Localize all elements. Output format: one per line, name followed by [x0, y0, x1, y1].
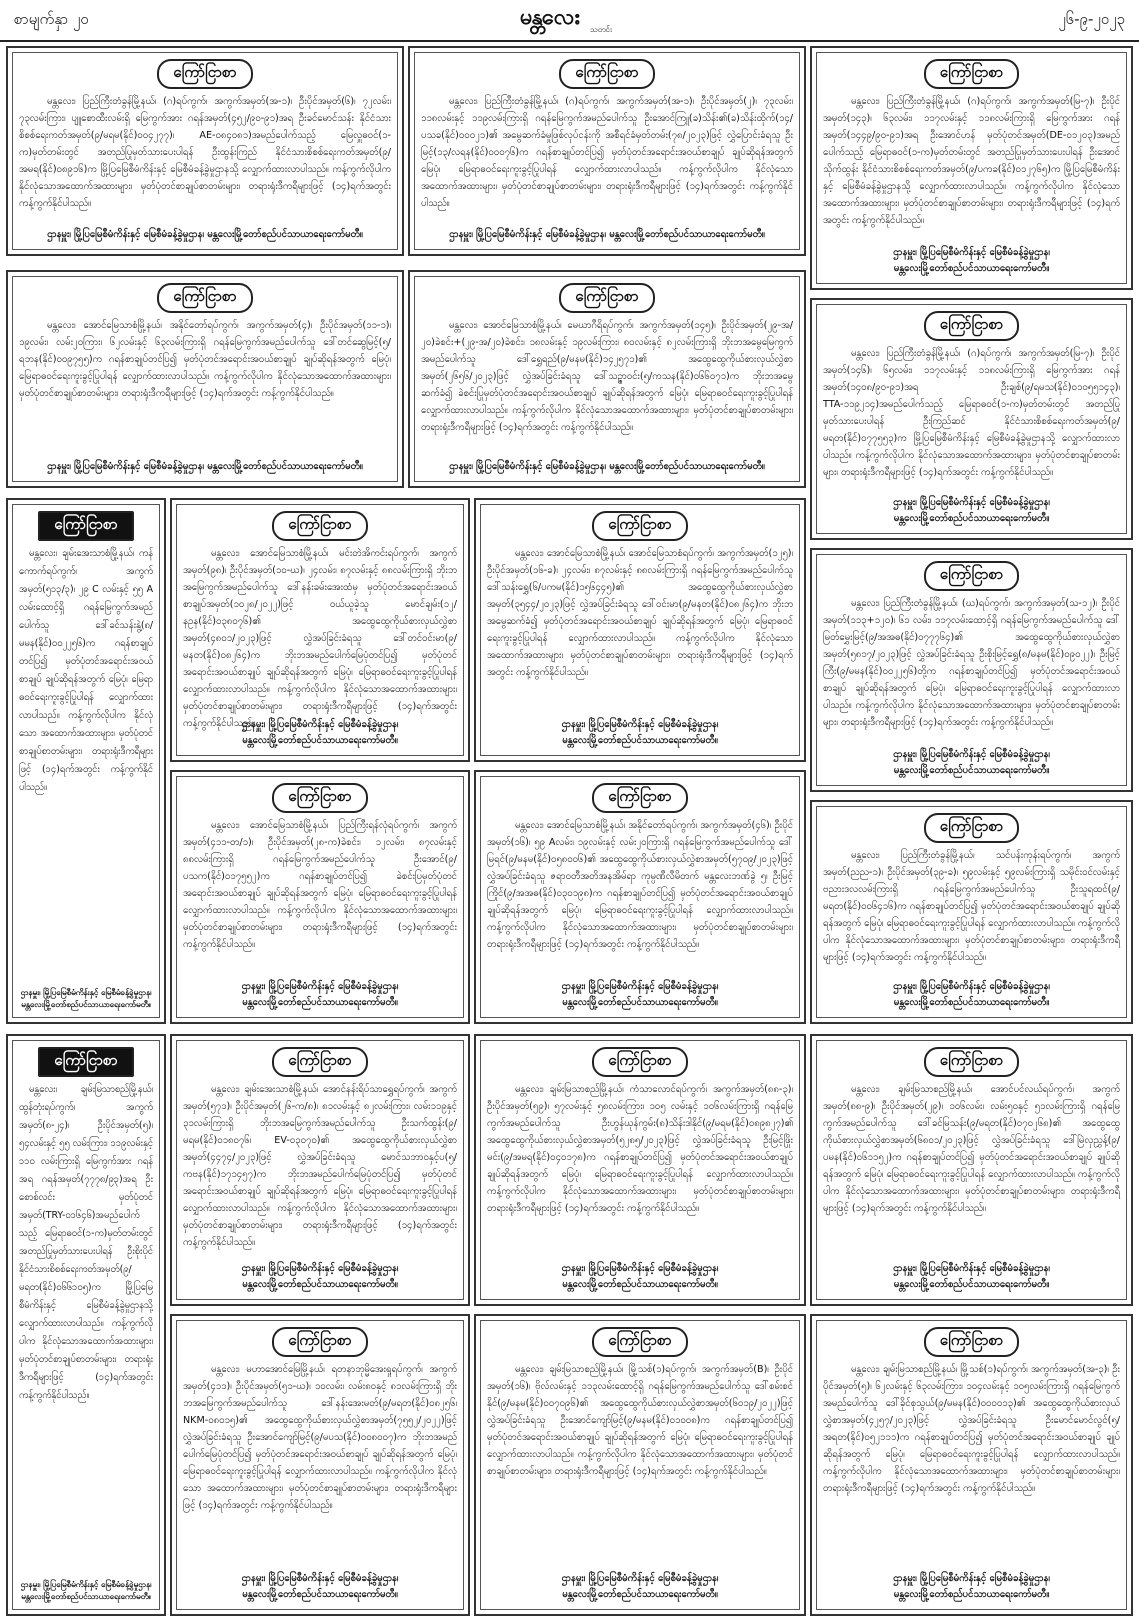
signature-line: မန္တလေးမြို့တော်စည်ပင်သာယာရေးကော်မတီ။: [893, 1589, 1050, 1600]
notice-title: ကြော်ငြာစာ: [272, 511, 367, 541]
notice-body: မန္တလေး၊ အောင်မြေသာစံမြို့နယ်၊ ပြည်ကြီးရန်လုံရပ်ကွက်၊ အကွက်အမှတ်(၄၁၁-တ/၁)၊ ဦးပိုင်အမှတ်(၂၈-က)ခဲစင်း၊ ၁၂လမ်း၊ ၈၇လမ်းနှင့် ၈၈လမ်းကြားရှိ ဂရန်မြေကွက်အမည်ပေါက်သူ ဦးအောင်(၉/ပသက(နိုင်)၀၁၇၅၅၂)က ဂရန်စာချုပ်တင်ပြ၍ ခဲစင်းပြမှတ်ပုံတင်အရောင်းအဝယ်စာချုပ် ချုပ်ဆိုရန်အတွက် မြေပုံ၊ မြေရာဓ၀င်ရေးကူးခွင့်ပြုပါရန် လျှောက်ထားလာပါသည်။ ကန့်ကွက်လိုပါက နိုင်လုံသောအထောက်အထားများ၊ မှတ်ပုံတင်စာချုပ်စာတမ်းများ၊ တရားရုံးဒီကရီများဖြင့် (၁၄)ရက်အတွင်း ကန့်ကွက်နိုင်ပါသည်။: [183, 820, 457, 950]
signature-line: မန္တလေးမြို့တော်စည်ပင်သာယာရေးကော်မတီ။: [562, 1279, 718, 1290]
notice-box: [810, 1034, 1133, 1306]
notice-title: ကြော်ငြာစာ: [924, 561, 1019, 591]
notice-title: ကြော်ငြာစာ: [272, 783, 367, 813]
notice-title: ကြော်ငြာစာ: [559, 59, 654, 89]
signature-line: ဌာနမှူး၊ မြို့ပြမြေစီမံကိန်းနှင့် မြေစီမံခန့်ခွဲမှုဌာန၊: [561, 1573, 719, 1584]
signature-line: ဌာနမှူး၊ မြို့ပြမြေစီမံကိန်းနှင့် မြေစီမံခန့်ခွဲမှုဌာန၊: [893, 981, 1050, 992]
notice-box: [474, 498, 806, 762]
notice-body: မန္တလေး၊ မဟာအောင်မြေမြို့နယ်၊ ရတနာဘုမ္မိအေးရှုရပ်ကွက်၊ အကွက်အမှတ်(၄၁၁)၊ ဦးပိုင်အမှတ်(၅၁-ဃ)၊ ၁၀လမ်း၊ လမ်း၈၀နှင့် ၈၁လမ်းကြားရှိ ဘိုးဘအမြေကွက်အမည်ပေါက်သူ ဒေါ်နန်းအေးမတ်(၉/မရတ(နိုင်)၀၈၂၅၆၊ NKM-၀၈၀၁၅)၏ အထွေထွေကိုယ်စားလှယ်လွှဲစာအမှတ်(၇၅၅၂/၂၀၂၂)ဖြင့် လွှဲအပ်ခြင်းခံရသူ ဦးအောင်ကျော်မြင့်(၉/မပသ(နိုင်)၀၀၈၀၀၇)က ဘိုးဘအမည်ပေါက်မြေပုံတင်ပြ၍ မှတ်ပုံတင်အရောင်းအဝယ်စာချုပ် ချုပ်ဆိုရန်အတွက် မြေပုံ၊ မြေရာဓ၀င်ရေးကူးခွင့်ပြုပါရန် လျှောက်ထားလာပါသည်။ ကန့်ကွက်လိုပါက နိုင်လုံသော အထောက်အထားများ၊ မှတ်ပုံတင်စာချုပ်စာတမ်းများ၊ တရားရုံးဒီကရီများဖြင့် (၁၄)ရက်အတွင်း ကန့်ကွက်နိုင်ပါသည်။: [183, 1364, 457, 1511]
notice-box: [408, 46, 806, 256]
notice-box: [810, 46, 1133, 290]
signature-line: မန္တလေးမြို့တော်စည်ပင်သာယာရေးကော်မတီ။: [562, 997, 718, 1008]
signature-line: မန္တလေးမြို့တော်စည်ပင်သာယာရေးကော်မတီ။: [893, 1279, 1050, 1290]
signature-line: ဌာနမှူး၊ မြို့ပြမြေစီမံကိန်းနှင့် မြေစီမံခန့်ခွဲမှုဌာန၊: [241, 1263, 399, 1274]
notice-box: [170, 1314, 470, 1616]
signature-line: မန္တလေးမြို့တော်စည်ပင်သာယာရေးကော်မတီ။: [21, 1000, 151, 1009]
notice-title: ကြော်ငြာစာ: [924, 813, 1019, 843]
notice-title: ကြော်ငြာစာ: [924, 311, 1019, 341]
signature-line: မန္တလေးမြို့တော်စည်ပင်သာယာရေးကော်မတီ။: [562, 735, 718, 746]
issue-date: ၂၆-၉-၂၀၂၃: [1058, 10, 1125, 28]
notice-body: မန္တလေး၊ ပြည်ကြီးတံခွန်မြို့နယ်၊ (ဃ)ရပ်ကွက်၊ အကွက်အမှတ်(သ-၁၂)၊ ဦးပိုင်အမှတ်(၁၁၃+၁၂၀)၊ ၆၁ လမ်း၊ ၁၁၇လမ်းထောင့်ရှိ ဂရန်မြေကွက်အမည်ပေါက်သူ ဒေါ်မြတ်မွှေးမြင့်(၉/အအဓ(နိုင်)၀၇၇၇၆၄)၏ အထွေထွေကိုယ်စားလှယ်လွှဲစာအမှတ်(၅၈၁၇/၂၀၂၃)ဖြင့် လွှဲအပ်ခြင်းခံရသူ ဦးစိုးမြင့်ရွှေ(၈/မနမ(နိုင်)၀၉၀၂၂)၊ ဦးမြင့်ကြီး(၉/မမန(နိုင်)၀၀၂၂၅၆)တို့က ဂရန်စာချုပ်တင်ပြ၍ မှတ်ပုံတင်အရောင်းအဝယ်စာချုပ် ချုပ်ဆိုရန်အတွက် မြေပုံ၊ မြေရာဓ၀င်ရေးကူးခွင့်ပြုပါရန် လျှောက်ထားလာပါသည်။ ကန့်ကွက်လိုပါက နိုင်လုံသောအထောက်အထားများ၊ မှတ်ပုံတင်စာချုပ်စာတမ်းများ၊ တရားရုံးဒီကရီများဖြင့် (၁၄)ရက်အတွင်း ကန့်ကွက်နိုင်ပါသည်။: [823, 598, 1120, 728]
notice-box: [6, 270, 404, 488]
notice-title: ကြော်ငြာစာ: [924, 1047, 1019, 1077]
signature-line: ဌာနမှူး၊ မြို့ပြမြေစီမံကိန်းနှင့် မြေစီမံခန့်ခွဲမှုဌာန၊: [893, 1573, 1050, 1584]
notice-title: ကြော်ငြာစာ: [157, 59, 252, 89]
signature-line: ဌာနမှူး၊ မြို့ပြမြေစီမံကိန်းနှင့် မြေစီမံခန့်ခွဲမှုဌာန၊: [20, 1580, 152, 1589]
page-header: [0, 0, 1139, 42]
notice-signature: [487, 979, 793, 1011]
notice-body: မန္တလေး၊ အောင်မြေသာစံမြို့နယ်၊ အောင်မြေသာစံရပ်ကွက်၊ အကွက်အမှတ်(၁၂၅)၊ ဦးပိုင်အမှတ်(၁၆-ခ)၊ ၂၄လမ်း၊ ၈၇လမ်းနှင့် ၈၈လမ်းကြားရှိ ဂရန်မြေကွက်အမည်ပေါက်သူ ဒေါ်သန်းရွှေ(၆/ပကမ(နိုင်)၁၅၆၄၄၅)၏ အထွေထွေကိုယ်စားလှယ်လွှဲစာအမှတ်(၃၅၄၄/၂၀၂၃)ဖြင့် လွှဲအပ်ခြင်းခံရသူ ဒေါ်ဝင်းမာ(၉/မနတ(နိုင်)၀၈၂၆၄)က ဘိုးဘအမွေဆက်ခံ၍ မှတ်ပုံတင်အရောင်းအဝယ်စာချုပ် ချုပ်ဆိုရန်အတွက် မြေပုံ၊ မြေရာဓ၀င်ရေးကူးခွင့်ပြုပါရန် လျှောက်ထားလာပါသည်။ ကန့်ကွက်လိုပါက နိုင်လုံသောအထောက်အထားများ၊ မှတ်ပုံတင်စာချုပ်စာတမ်းများ၊ တရားရုံးဒီကရီများဖြင့် (၁၄)ရက်အတွင်း ကန့်ကွက်နိုင်ပါသည်။: [487, 548, 793, 678]
signature-line: ဌာနမှူး၊ မြို့ပြမြေစီမံကိန်းနှင့် မြေစီမံခန့်ခွဲမှုဌာန၊: [561, 981, 719, 992]
notice-box: [810, 298, 1133, 540]
notice-signature: [823, 747, 1120, 779]
notice-box: [408, 270, 806, 488]
signature-line: မန္တလေးမြို့တော်စည်ပင်သာယာရေးကော်မတီ။: [242, 1279, 398, 1290]
notice-title: ကြော်ငြာစာ: [592, 783, 687, 813]
notice-signature: [823, 245, 1120, 277]
newspaper-logo: မန္တလေး: [520, 4, 580, 30]
notice-box: [170, 1034, 470, 1306]
signature-line: ဌာနမှူး၊ မြို့ပြမြေစီမံကိန်းနှင့် မြေစီမံခန့်ခွဲမှုဌာန၊: [561, 1263, 719, 1274]
notice-box: [6, 498, 166, 1024]
notice-signature: [487, 717, 793, 749]
notice-title: ကြော်ငြာစာ: [592, 1327, 687, 1357]
signature-line: ဌာနမှူး၊ မြို့ပြမြေစီမံကိန်းနှင့် မြေစီမံခန့်ခွဲမှုဌာန၊: [241, 981, 399, 992]
signature-line: မန္တလေးမြို့တော်စည်ပင်သာယာရေးကော်မတီ။: [242, 1589, 398, 1600]
notice-signature: [183, 1261, 457, 1293]
notice-title: ကြော်ငြာစာ: [38, 511, 133, 541]
notice-box: [6, 1034, 166, 1616]
notice-body: မန္တလေး၊ အောင်မြေသာစံမြို့နယ်၊ အနိုင်တော်ရပ်ကွက်၊ အကွက်အမှတ်(၄)၊ ဦးပိုင်အမှတ်(၁၁-၁)၊ ၁၉လမ်း၊ လမ်း၂၀ကြား၊ ၆၂လမ်းနှင့် ၆၃လမ်းကြားရှိ ဂရန်မြေကွက်အမည်ပေါက်သူ ဒေါ်တင်ဆွေမြင့်(၅/ရဘန(နိုင်)၀၀၉၇၅၅)က ဂရန်စာချုပ်တင်ပြ၍ မှတ်ပုံတင်အရောင်းအဝယ်စာချုပ် ချုပ်ဆိုရန်အတွက် မြေပုံ၊ မြေရာဓ၀င်ရေးကူးခွင့်ပြုပါရန် လျှောက်ထားလာပါသည်။ ကန့်ကွက်လိုပါက နိုင်လုံသောအထောက်အထားများ၊ မှတ်ပုံတင်စာချုပ်စာတမ်းများ၊ တရားရုံးဒီကရီများဖြင့် (၁၄)ရက်အတွင်း ကန့်ကွက်နိုင်ပါသည်။: [19, 320, 391, 399]
notice-box: [810, 548, 1133, 792]
notice-body: မန္တလေး၊ ချမ်းအေးသာစံမြို့နယ်၊ ကန်ကောက်ရပ်ကွက်၊ အကွက်အမှတ်(၅၁၃/၃)၊ ၂၉ C လမ်းနှင့် ၅၅ A လမ်းထောင့်ရှိ ဂရန်မြေကွက်အမည်ပေါက်သူ ဒေါ်ခင်သန်းနွဲ့(၈/မမန(နိုင်)၀၀၂၂၅၆)က ဂရန်စာချုပ်တင်ပြ၍ မှတ်ပုံတင်အရောင်းအဝယ်စာချုပ် ချုပ်ဆိုရန်အတွက် မြေပုံ၊ မြေရာဓ၀င်ရေးကူးခွင့်ပြုပါရန် လျှောက်ထားလာပါသည်။ ကန့်ကွက်လိုပါက နိုင်လုံသော အထောက်အထားများ၊ မှတ်ပုံတင်စာချုပ်စာတမ်းများ၊ တရားရုံးဒီကရီများဖြင့် (၁၄)ရက်အတွင်း ကန့်ကွက်နိုင်ပါသည်။: [19, 548, 153, 793]
notice-box: [474, 1314, 806, 1616]
notice-signature: [19, 459, 391, 475]
signature-line: ဌာနမှူး၊ မြို့ပြမြေစီမံကိန်းနှင့် မြေစီမံခန့်ခွဲမှုဌာန၊ မန္တလေးမြို့တော်စည်ပင်သာယာရေးကော်မတီ။: [47, 229, 363, 240]
notice-title: ကြော်ငြာစာ: [272, 1327, 367, 1357]
notice-box: [474, 1034, 806, 1306]
signature-line: ဌာနမှူး၊ မြို့ပြမြေစီမံကိန်းနှင့် မြေစီမံခန့်ခွဲမှုဌာန၊ မန္တလေးမြို့တော်စည်ပင်သာယာရေးကော်မတီ။: [47, 461, 363, 472]
notice-body: မန္တလေး၊ အောင်မြေသာစံမြို့နယ်၊ မေဃာဂီရိရပ်ကွက်၊ အကွက်အမှတ်(၁၄၅)၊ ဦးပိုင်အမှတ်(၂၉-အ/၂၀)ခဲစင်း+(၂၉-အ/၂၀)ခဲစင်း၊ ၁၈လမ်းနှင့် ၁၉လမ်းကြား၊ ၈၀လမ်းနှင့် ၈၂လမ်းကြားရှိ ဘိုးဘအမွေမြေကွက်အမည်ပေါက်သူ ဒေါ်ရွှေရည်(၉/မနမ(နိုင်)၁၄၂၅၇၁)၏ အထွေထွေကိုယ်စားလှယ်လွှဲစာအမှတ်(၂၆၅၆/၂၀၂၃)ဖြင့် လွှဲအပ်ခြင်းခံရသူ ဒေါ်သဉ္ဇာဝင်း(၅/ကသန(နိုင်)၀၆၆၀၇၁)က ဘိုးဘအမွေဆက်ခံ၍ ခဲစင်းပြုမှတ်ပုံတင်အရောင်းအဝယ်စာချုပ် ချုပ်ဆိုရန်အတွက် မြေပုံ၊ မြေရာဓ၀င်ရေးကူးခွင့်ပြုပါရန် လျှောက်ထားလာပါသည်။ ကန့်ကွက်လိုပါက နိုင်လုံသောအထောက်အထားများ၊ မှတ်ပုံတင်စာချုပ်စာတမ်းများ၊ တရားရုံးဒီကရီများဖြင့် (၁၄)ရက်အတွင်း ကန့်ကွက်နိုင်ပါသည်။: [421, 320, 793, 433]
signature-line: ဌာနမှူး၊ မြို့ပြမြေစီမံကိန်းနှင့် မြေစီမံခန့်ခွဲမှုဌာန၊: [893, 247, 1050, 258]
notice-title: ကြော်ငြာစာ: [592, 511, 687, 541]
notice-signature: [487, 1571, 793, 1603]
notice-box: [810, 1314, 1133, 1616]
signature-line: မန္တလေးမြို့တော်စည်ပင်သာယာရေးကော်မတီ။: [21, 1592, 151, 1601]
notice-body: မန္တလေး၊ ချမ်းမြသာစည်မြို့နယ်၊ မြို့သစ်(၁)ရပ်ကွက်၊ အကွက်အမှတ်(B)၊ ဦးပိုင်အမှတ်(၁၆)၊ ဗိုလ်လမ်းနှင့် ၁၁၃လမ်းထောင့်ရှိ ဂရန်မြေကွက်အမည်ပေါက်သူ ဒေါ်စမ်းစင်နိုင်(၉/မနမ(နိုင်)၀၀၇၀၉၆)၏ အထွေထွေကိုယ်စားလှယ်လွှဲစာအမှတ်(၆၀၁၉/၂၀၂၂)ဖြင့် လွှဲအပ်ခြင်းခံရသူ ဦးအောင်ကျော်မြင့်(၉/မနမ(နိုင်)၀၁၀၀၈)က ဂရန်စာချုပ်တင်ပြ၍ မှတ်ပုံတင်အရောင်းအဝယ်စာချုပ် ချုပ်ဆိုရန်အတွက် မြေပုံ၊ မြေရာဓ၀င်ရေးကူးခွင့်ပြုပါရန် လျှောက်ထားလာပါသည်။ ကန့်ကွက်လိုပါက နိုင်လုံသောအထောက်အထားများ၊ မှတ်ပုံတင်စာချုပ်စာတမ်းများ၊ တရားရုံးဒီကရီများဖြင့် (၁၄)ရက်အတွင်း ကန့်ကွက်နိုင်ပါသည်။: [487, 1364, 793, 1477]
notice-title: ကြော်ငြာစာ: [38, 1047, 133, 1077]
notice-title: ကြော်ငြာစာ: [272, 1047, 367, 1077]
signature-line: မန္တလေးမြို့တော်စည်ပင်သာယာရေးကော်မတီ။: [893, 997, 1050, 1008]
notice-body: မန္တလေး၊ ပြည်ကြီးတံခွန်မြို့နယ်၊ သင်ပန်းကုန်းရပ်ကွက်၊ အကွက်အမှတ်(ညည-၁)၊ ဦးပိုင်အမှတ်(၃၉-ခ)၊ ၅၉လမ်းနှင့် ၅၉လမ်းကြားရှိ သမိုင်းဝင်လမ်းနှင့် ဗညားဒလလမ်းကြားရှိ ဂရန်မြေကွက်အမည်ပေါက်သူ ဦးသူရထင်(၉/မရတ(နိုင်)၀၀၆၄၁၆)က ဂရန်စာချုပ်တင်ပြ၍ မှတ်ပုံတင်အရောင်းအဝယ်စာချုပ် ချုပ်ဆိုရန်အတွက် မြေပုံ၊ မြေရာဓ၀င်ရေးကူးခွင့်ပြုပါရန် လျှောက်ထားလာပါသည်။ ကန့်ကွက်လိုပါက နိုင်လုံသောအထောက်အထားများ၊ မှတ်ပုံတင်စာချုပ်စာတမ်းများ၊ တရားရုံးဒီကရီများဖြင့် (၁၄)ရက်အတွင်း ကန့်ကွက်နိုင်ပါသည်။: [823, 850, 1120, 963]
notice-box: [6, 46, 404, 256]
notice-body: မန္တလေး၊ ချမ်းမြသာစည်မြို့နယ်၊ ကံသာလောင်ရပ်ကွက်၊ အကွက်အမှတ်(၈၈-၃)၊ ဦးပိုင်အမှတ်(၅၉)၊ ၅၇လမ်းနှင့် ၅၈လမ်းကြား၊ ၁၀၅ လမ်းနှင့် ၁၀၆လမ်းကြားရှိ ဂရန်မြေကွက်အမည်ပေါက်သူ ဦးဟွန်ယုန်ကွမ်း(၈)သိန်းဒါနိုင်(၉/မရမ(နိုင်)၀၈၉၈၂၇)၏ အထွေထွေကိုယ်စားလှယ်လွှဲစာအမှတ်(၅၂၈၅/၂၀၂၃)ဖြင့် လွှဲအပ်ခြင်းခံရသူ ဦးမြင့်ဖြိုးမင်း(၉/အမရ(နိုင်)၀၄၀၁၇၈)က ဂရန်စာချုပ်တင်ပြ၍ မှတ်ပုံတင်အရောင်းအဝယ်စာချုပ် ချုပ်ဆိုရန်အတွက် မြေပုံ၊ မြေရာဓ၀င်ရေးကူးခွင့်ပြုပါရန် လျှောက်ထားလာပါသည်။ ကန့်ကွက်လိုပါက နိုင်လုံသောအထောက်အထားများ၊ မှတ်ပုံတင်စာချုပ်စာတမ်းများ၊ တရားရုံးဒီကရီများဖြင့် (၁၄)ရက်အတွင်း ကန့်ကွက်နိုင်ပါသည်။: [487, 1084, 793, 1214]
signature-line: ဌာနမှူး၊ မြို့ပြမြေစီမံကိန်းနှင့် မြေစီမံခန့်ခွဲမှုဌာန၊: [20, 988, 152, 997]
newspaper-logo-subtitle: သတင်း: [590, 25, 612, 34]
page-number: စာမျက်နှာ ၂၀: [14, 10, 89, 28]
signature-line: မန္တလေးမြို့တော်စည်ပင်သာယာရေးကော်မတီ။: [562, 1589, 718, 1600]
notice-body: မန္တလေး၊ ပြည်ကြီးတံခွန်မြို့နယ်၊ (ဂ)ရပ်ကွက်၊ အကွက်အမှတ်(မြ-၇)၊ ဦးပိုင်အမှတ်(၁၄၆)၊ ၆၅လမ်း၊ ၁၁၇လမ်းနှင့် ၁၁၈လမ်းကြားရှိ မြေကွက်အား ဂရန်အမှတ်(၁၄၀၈/၉၀-၉၁)အရ ဦးချစ်(၉/ရမသ(နိုင်)၀၁၀၅၅၁၄၃)၊ TTA-၁၁၉၂၁၄)အမည်ပေါက်သည့် မြေရာဓ၀င်(၁-က)မှတ်တမ်းတွင် အတည်ပြုမှတ်သားပေးပါရန် ဦးကြည်ဆင် နိုင်ငံသားစိစစ်ရေးကတ်အမှတ်(၉/မရတ(နိုင်)၀၇၇၅၅၃)က မြို့ပြမြေစီမံကိန်းနှင့် မြေစီမံခန့်ခွဲမှုဌာနသို့ လျှောက်ထားလာပါသည်။ ကန့်ကွက်လိုပါက နိုင်လုံသောအထောက်အထားများ၊ မှတ်ပုံတင်စာချုပ်စာတမ်းများ၊ တရားရုံးဒီကရီများဖြင့် (၁၄)ရက်အတွင်း ကန့်ကွက်နိုင်ပါသည်။: [823, 348, 1120, 478]
notice-signature: [823, 1571, 1120, 1603]
notice-signature: [823, 979, 1120, 1011]
notice-signature: [823, 1261, 1120, 1293]
signature-line: မန္တလေးမြို့တော်စည်ပင်သာယာရေးကော်မတီ။: [893, 513, 1050, 524]
notice-box: [170, 770, 470, 1024]
notice-signature: [183, 979, 457, 1011]
notice-body: မန္တလေး၊ ချမ်းမြသာစည်မြို့နယ်၊ အောင်ပင်လယ်ရပ်ကွက်၊ အကွက်အမှတ်(၈၈-၉)၊ ဦးပိုင်အမှတ်(၂၉)၊ ၁၀၆လမ်း၊ လမ်း၅၀နှင့် ၅၁လမ်းကြားရှိ ဂရန်မြေကွက်အမည်ပေါက်သူ ဒေါ်ခင်မြသန်း(၉/မရတ(နိုင်)၀၇၀၂၆၈)၏ အထွေထွေကိုယ်စားလှယ်လွှဲစာအမှတ်(၆၈၀၁/၂၀၂၃)ဖြင့် လွှဲအပ်ခြင်းခံရသူ ဒေါ်မြဲလှညွှန့်(၉/ပမန(နိုင်)၀၆၁၁၅၂)က ဂရန်စာချုပ်တင်ပြ၍ မှတ်ပုံတင်အရောင်းအဝယ်စာချုပ် ချုပ်ဆိုရန်အတွက် မြေပုံ၊ မြေရာဓ၀င်ရေးကူးခွင့်ပြုပါရန် လျှောက်ထားလာပါသည်။ ကန့်ကွက်လိုပါက နိုင်လုံသောအထောက်အထားများ၊ မှတ်ပုံတင်စာချုပ်စာတမ်းများ၊ တရားရုံးဒီကရီများဖြင့် (၁၄)ရက်အတွင်း ကန့်ကွက်နိုင်ပါသည်။: [823, 1084, 1120, 1214]
notice-title: ကြော်ငြာစာ: [157, 283, 252, 313]
signature-line: ဌာနမှူး၊ မြို့ပြမြေစီမံကိန်းနှင့် မြေစီမံခန့်ခွဲမှုဌာန၊: [241, 719, 399, 730]
signature-line: ဌာနမှူး၊ မြို့ပြမြေစီမံကိန်းနှင့် မြေစီမံခန့်ခွဲမှုဌာန၊: [561, 719, 719, 730]
notice-box: [474, 770, 806, 1024]
signature-line: ဌာနမှူး၊ မြို့ပြမြေစီမံကိန်းနှင့် မြေစီမံခန့်ခွဲမှုဌာန၊: [893, 749, 1050, 760]
notice-signature: [19, 987, 153, 1011]
signature-line: မန္တလေးမြို့တော်စည်ပင်သာယာရေးကော်မတီ။: [893, 765, 1050, 776]
notice-signature: [823, 495, 1120, 527]
signature-line: ဌာနမှူး၊ မြို့ပြမြေစီမံကိန်းနှင့် မြေစီမံခန့်ခွဲမှုဌာန၊ မန္တလေးမြို့တော်စည်ပင်သာယာရေးကော်မတီ။: [449, 229, 765, 240]
notice-signature: [421, 227, 793, 243]
notice-box: [810, 800, 1133, 1024]
notice-title: ကြော်ငြာစာ: [592, 1047, 687, 1077]
notice-signature: [19, 227, 391, 243]
signature-line: မန္တလေးမြို့တော်စည်ပင်သာယာရေးကော်မတီ။: [242, 997, 398, 1008]
notice-body: မန္တလေး၊ အောင်မြေသာစံမြို့နယ်၊ မင်းတဲအိကင်းရပ်ကွက်၊ အကွက်အမှတ်(၉၈)၊ ဦးပိုင်အမှတ်(၁၀-ဃ)၊ ၂၄လမ်း၊ ၈၇လမ်းနှင့် ၈၈လမ်းကြားရှိ ဘိုးဘအမြေကွက်အမည်ပေါက်သူ ဒေါ်နန်းခမ်းအေးထံမှ မှတ်ပုံတင်အရောင်းအဝယ်စာချုပ်အမှတ်(၁၀၂၈/၂၀၂၂)ဖြင့် ဝယ်ယူခဲ့သူ မောင်ချမ်း(၁၂/နဥန(နိုင်)၀၃၈၀၇၆)၏ အထွေထွေကိုယ်စားလှယ်လွှဲစာအမှတ်(၄၈၀၁/၂၀၂၃)ဖြင့် လွှဲအပ်ခြင်းခံရသူ ဒေါ်တင်ဝင်းမာ(၉/မနတ(နိုင်)၀၈၂၆၄)က ဘိုးဘအမည်ပေါက်မြေပုံတင်ပြ၍ မှတ်ပုံတင်အရောင်းအဝယ်စာချုပ် ချုပ်ဆိုရန်အတွက် မြေပုံ၊ မြေရာဓ၀င်ရေးကူးခွင့်ပြုပါရန် လျှောက်ထားလာပါသည်။ ကန့်ကွက်လိုပါက နိုင်လုံသောအထောက်အထားများ၊ မှတ်ပုံတင်စာချုပ်စာတမ်းများ၊ တရားရုံးဒီကရီများဖြင့် (၁၄)ရက်အတွင်း ကန့်ကွက်နိုင်ပါသည်။: [183, 548, 457, 729]
signature-line: ဌာနမှူး၊ မြို့ပြမြေစီမံကိန်းနှင့် မြေစီမံခန့်ခွဲမှုဌာန၊: [241, 1573, 399, 1584]
notice-title: ကြော်ငြာစာ: [559, 283, 654, 313]
notice-body: မန္တလေး၊ ချမ်းမြသာစည်မြို့နယ်၊ မြို့သစ်(၁)ရပ်ကွက်၊ အကွက်အမှတ်(အ-၃)၊ ဦးပိုင်အမှတ်(၅)၊ ၆၂လမ်းနှင့် ၆၃လမ်းကြား၊ ၁၀၄လမ်းနှင့် ၁၀၅လမ်းကြားရှိ ဂရန်မြေကွက်အမည်ပေါက်သူ ဒေါ်ခိုင်စုသွယ်(၉/မမန(နိုင်)၀၀၀၀၁၃)၏ အထွေထွေကိုယ်စားလှယ်လွှဲစာအမှတ်(၄၂၅၇/၂၀၂၃)ဖြင့် လွှဲအပ်ခြင်းခံရသူ ဦးမောင်မောင်လွင်(၅/အရတ(နိုင်)၀၅၂၁၁၁)က ဂရန်စာချုပ်တင်ပြ၍ မှတ်ပုံတင်အရောင်းအဝယ်စာချုပ် ချုပ်ဆိုရန်အတွက် မြေပုံ၊ မြေရာဓ၀င်ရေးကူးခွင့်ပြုပါရန် လျှောက်ထားလာပါသည်။ ကန့်ကွက်လိုပါက နိုင်လုံသောအထောက်အထားများ၊ မှတ်ပုံတင်စာချုပ်စာတမ်းများ၊ တရားရုံးဒီကရီများဖြင့် (၁၄)ရက်အတွင်း ကန့်ကွက်နိုင်ပါသည်။: [823, 1364, 1120, 1494]
notice-body: မန္တလေး၊ ချမ်းမြသာစည်မြို့နယ်၊ ထွန်တုံးရပ်ကွက်၊ အကွက်အမှတ်(၈-၂၄)၊ ဦးပိုင်အမှတ်(၅)၊ ၅၄လမ်းနှင့် ၅၅ လမ်းကြား၊ ၁၁၉လမ်းနှင့် ၁၁၀ လမ်းကြားရှိ မြေကွက်အား ဂရန်အရ ဂရန်အမှတ်(၇၇၇၈/၉၃)အရ ဦးစောစ်လင်း မှတ်ပုံတင်အမှတ်(TRY-၀၁၆၄၆)အမည်ပေါက်သည့် မြေရာဓ၀င်(၁-က)မှတ်တမ်းတွင် အတည်ပြုမှတ်သားပေးပါရန် ဦးစိုးပိုင် နိုင်ငံသားစိစစ်ရေးကတ်အမှတ်(၉/မရတ(နိုင်)၀၆၆၁၀၅)က မြို့ပြမြေစီမံကိန်းနှင့် မြေစီမံခန့်ခွဲမှုဌာနသို့ လျှောက်ထားလာပါသည်။ ကန့်ကွက်လိုပါက နိုင်လုံသောအထောက်အထားများ၊ မှတ်ပုံတင်စာချုပ်စာတမ်းများ၊ တရားရုံးဒီကရီများဖြင့် (၁၄)ရက်အတွင်း ကန့်ကွက်နိုင်ပါသည်။: [19, 1084, 153, 1401]
notice-body: မန္တလေး၊ အောင်မြေသာစံမြို့နယ်၊ အနိုင်တော်ရပ်ကွက်၊ အကွက်အမှတ်(၄၆)၊ ဦးပိုင်အမှတ်(၁၆)၊ ၅၉ Aလမ်း၊ ၁၉လမ်းနှင့် လမ်း၂၀ကြားရှိ ဂရန်မြေကွက်အမည်ပေါက်သူ ဒေါ်မြရင်(၉/မနမ(နိုင်)၀၅၈၀၀၆)၏ အထွေထွေကိုယ်စားလှယ်လွှဲစာအမှတ်(၅၇၀၉/၂၀၂၃)ဖြင့် လွှဲအပ်ခြင်းခံရသူ ဇရာဝတီအတိအနအိမ်ရာ ကုမ္ပဏီလီမိတက် မန္တလေးဘဏ်ခွဲ ၅၊ ဦးမြင့်ကြိုင်(၉/အအဓ(နိုင်)၀၃၀၁၉၈)က ဂရန်စာချုပ်တင်ပြ၍ မှတ်ပုံတင်အရောင်းအဝယ်စာချုပ် ချုပ်ဆိုရန်အတွက် မြေပုံ၊ မြေရာဓ၀င်ရေးကူးခွင့်ပြုပါရန် လျှောက်ထားလာပါသည်။ ကန့်ကွက်လိုပါက နိုင်လုံသောအထောက်အထားများ၊ မှတ်ပုံတင်စာချုပ်စာတမ်းများ၊ တရားရုံးဒီကရီများဖြင့် (၁၄)ရက်အတွင်း ကန့်ကွက်နိုင်ပါသည်။: [487, 820, 793, 950]
signature-line: မန္တလေးမြို့တော်စည်ပင်သာယာရေးကော်မတီ။: [893, 263, 1050, 274]
notice-signature: [421, 459, 793, 475]
signature-line: ဌာနမှူး၊ မြို့ပြမြေစီမံကိန်းနှင့် မြေစီမံခန့်ခွဲမှုဌာန၊ မန္တလေးမြို့တော်စည်ပင်သာယာရေးကော်မတီ။: [449, 461, 765, 472]
notice-title: ကြော်ငြာစာ: [924, 59, 1019, 89]
notice-body: မန္တလေး၊ ချမ်းအေးသာစံမြို့နယ်၊ အောင်နန်းရိပ်သာရွှေရပ်ကွက်၊ အကွက်အမှတ်(၅၇၁)၊ ဦးပိုင်အမှတ်(၂၆-က/၈)၊ ၈၁လမ်းနှင့် ၈၂လမ်းကြား၊ လမ်း၁၁၉နှင့် ၃၁လမ်းကြားရှိ ဘိုးဘအမြေကွက်အမည်ပေါက်သူ ဦးသက်ထွန်း(၉/မရမ(နိုင်)၀၁၈၀၇၆၊ EV-၀၃၀၇၀)၏ အထွေထွေကိုယ်စားလှယ်လွှဲစာအမှတ်(၄၄၇၄/၂၀၂၃)ဖြင့် လွှဲအပ်ခြင်းခံရသူ မောင်သဘာဝနှင့်ပ(၅/ကဗန(နိုင်)၁၇၁၄၅၇)က ဘိုးဘအမည်ပေါက်မြေပုံတင်ပြ၍ မှတ်ပုံတင်အရောင်းအဝယ်စာချုပ် ချုပ်ဆိုရန်အတွက် မြေပုံ၊ မြေရာဓ၀င်ရေးကူးခွင့်ပြုပါရန် လျှောက်ထားလာပါသည်။ ကန့်ကွက်လိုပါက နိုင်လုံသောအထောက်အထားများ၊ မှတ်ပုံတင်စာချုပ်စာတမ်းများ၊ တရားရုံးဒီကရီများဖြင့် (၁၄)ရက်အတွင်း ကန့်ကွက်နိုင်ပါသည်။: [183, 1084, 457, 1248]
signature-line: ဌာနမှူး၊ မြို့ပြမြေစီမံကိန်းနှင့် မြေစီမံခန့်ခွဲမှုဌာန၊: [893, 497, 1050, 508]
signature-line: မန္တလေးမြို့တော်စည်ပင်သာယာရေးကော်မတီ။: [242, 735, 398, 746]
notice-signature: [183, 717, 457, 749]
notice-body: မန္တလေး၊ ပြည်ကြီးတံခွန်မြို့နယ်၊ (ဂ)ရပ်ကွက်၊ အကွက်အမှတ်(အ-၁)၊ ဦးပိုင်အမှတ်(၂)၊ ၇၃လမ်း၊ ၁၁၈လမ်းနှင့် ၁၁၉လမ်းကြားရှိ ဂရန်မြေကွက်အမည်ပေါက်သူ ဦးအောင်ကြူ(ခ)သိန်း၏(ခ)သိန်းထိုက်(၁၄/ပသခ(နိုင်)၀၀၀၂၁)၏ အမွေဆက်ခံမှုဖြစ်လုပ်ငန်းကို အစီရင်ခံမှတ်တမ်း(၇၈/၂၀၂၃)ဖြင့် လွှဲပြောင်းခံရသူ ဦးမြင့်(၁၃/လရန(နိုင်)၀၀၀၇၆)က ဂရန်စာချုပ်တင်ပြ၍ မှတ်ပုံတင်အရောင်းအဝယ်စာချုပ် ချုပ်ဆိုရန်အတွက် မြေပုံ၊ မြေရာဓ၀င်ရေးကူးခွင့်ပြုပါရန် လျှောက်ထားလာပါသည်။ ကန့်ကွက်လိုပါက နိုင်လုံသောအထောက်အထားများ၊ မှတ်ပုံတင်စာချုပ်စာတမ်းများ၊ တရားရုံးဒီကရီများဖြင့် (၁၄)ရက်အတွင်း ကန့်ကွက်နိုင်ပါသည်။: [421, 96, 793, 209]
notice-body: မန္တလေး၊ ပြည်ကြီးတံခွန်မြို့နယ်၊ (ဂ)ရပ်ကွက်၊ အကွက်အမှတ်(မြ-၇)၊ ဦးပိုင်အမှတ်(၁၄၃)၊ ၆၃လမ်း၊ ၁၁၇လမ်းနှင့် ၁၁၈လမ်းကြားရှိ မြေကွက်အား ဂရန်အမှတ်(၁၄၄၉/၉၀-၉၁)အရ ဦးအောင်ဟန် မှတ်ပုံတင်အမှတ်(DE-၀၁၂၀၃)အမည်ပေါက်သည့် မြေရာဓ၀င်(၁-က)မှတ်တမ်းတွင် အတည်ပြုမှတ်သားပေးပါရန် ဦးအောင်သိုက်ထွန်း နိုင်ငံသားစိစစ်ရေးကတ်အမှတ်(၉/ပကခ(နိုင်)၀၁၂၇၆၅)က မြို့ပြမြေစီမံကိန်းနှင့် မြေစီမံခန့်ခွဲမှုဌာနသို့ လျှောက်ထားလာပါသည်။ ကန့်ကွက်လိုပါက နိုင်လုံသောအထောက်အထားများ၊ မှတ်ပုံတင်စာချုပ်စာတမ်းများ၊ တရားရုံးဒီကရီများဖြင့် (၁၄)ရက်အတွင်း ကန့်ကွက်နိုင်ပါသည်။: [823, 96, 1120, 226]
notice-signature: [487, 1261, 793, 1293]
notice-body: မန္တလေး၊ ပြည်ကြီးတံခွန်မြို့နယ်၊ (ဂ)ရပ်ကွက်၊ အကွက်အမှတ်(အ-၁)၊ ဦးပိုင်အမှတ်(၆)၊ ၇၂လမ်း၊ ၇၃လမ်းကြား၊ ပျူစောထီးလမ်းရှိ မြေကွက်အား ဂရန်အမှတ်(၄၅၂/၉၀-၉၁)အရ ဦးခင်မောင်သန်း နိုင်ငံသားစိစစ်ရေးကတ်အမှတ်(၉/မရမ(နိုင်)၀၀၄၂၇၇)၊ AE-၀၈၄၀၈၁)အမည်ပေါက်သည့် မြေလှူဓ၀င်(၁-က)မှတ်တမ်းတွင် အတည်ပြုမှတ်သားပေးပါရန် ဦးထွန်းကြည် နိုင်ငံသားစိစစ်ရေးကတ်အမှတ်(၉/အမရ(နိုင်)၀၈၉၁၆)က မြို့ပြမြေစီမံကိန်းနှင့် မြေစီမံခန့်ခွဲမှုဌာနသို့ လျှောက်ထားလာပါသည်။ ကန့်ကွက်လိုပါက နိုင်လုံသောအထောက်အထားများ၊ မှတ်ပုံတင်စာချုပ်စာတမ်းများ၊ တရားရုံးဒီကရီများဖြင့် (၁၄)ရက်အတွင်း ကန့်ကွက်နိုင်ပါသည်။: [19, 96, 391, 209]
notice-signature: [183, 1571, 457, 1603]
notice-box: [170, 498, 470, 762]
signature-line: ဌာနမှူး၊ မြို့ပြမြေစီမံကိန်းနှင့် မြေစီမံခန့်ခွဲမှုဌာန၊: [893, 1263, 1050, 1274]
notice-title: ကြော်ငြာစာ: [924, 1327, 1019, 1357]
notice-signature: [19, 1579, 153, 1603]
